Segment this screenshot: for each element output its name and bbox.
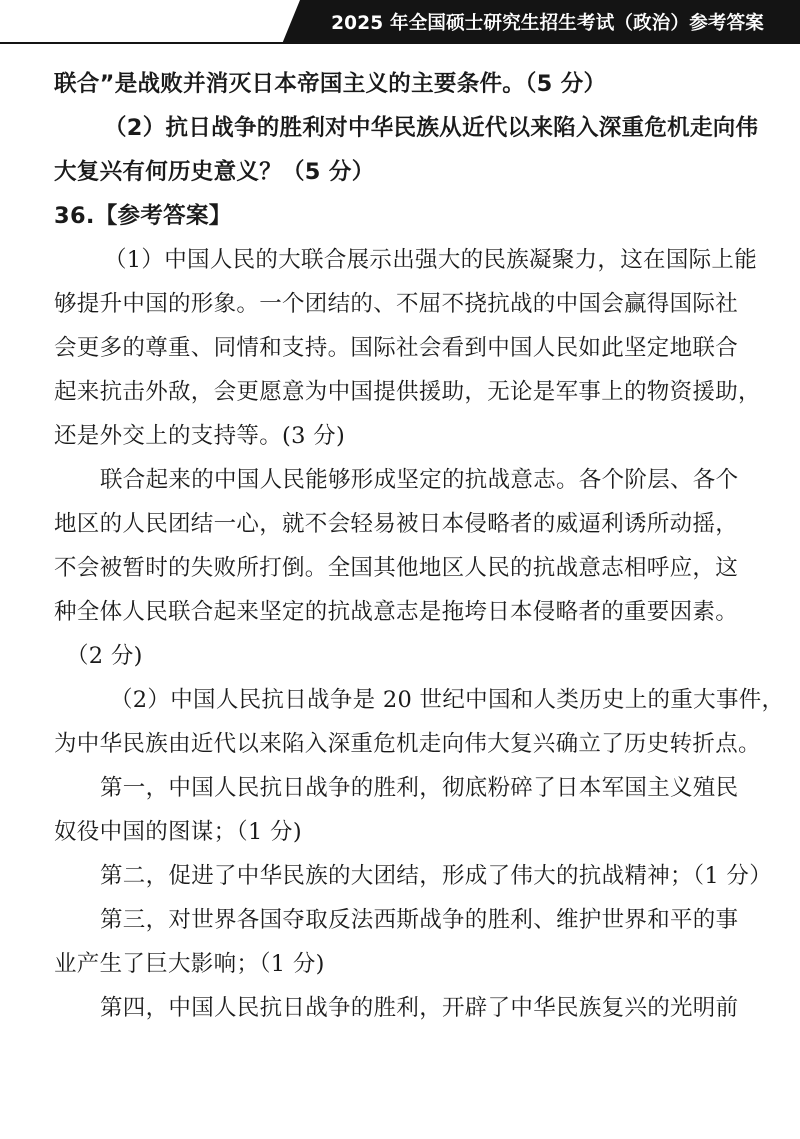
header-title: 2025 年全国硕士研究生招生考试（政治）参考答案 [331,13,764,34]
answer-line-3: 会更多的尊重、同情和支持。国际社会看到中国人民如此坚定地联合 [54,335,739,361]
answer-line-4: 起来抗击外敌，会更愿意为中国提供援助，无论是军事上的物资援助， [54,379,761,405]
question-line-2: （2）抗日战争的胜利对中华民族从近代以来陷入深重危机走向伟 [104,115,759,141]
answer-line-10: （2 分) [66,643,143,669]
answer-line-13: 第一，中国人民抗日战争的胜利，彻底粉碎了日本军国主义殖民 [100,775,739,801]
question-line-3: 大复兴有何历史意义？（5 分） [54,159,375,185]
question-line-1: 联合”是战败并消灭日本帝国主义的主要条件。（5 分） [54,71,607,97]
answer-line-16: 第三，对世界各国夺取反法西斯战争的胜利、维护世界和平的事 [100,907,739,933]
answer-line-11: （2）中国人民抗日战争是 20 世纪中国和人类历史上的重大事件， [110,687,785,713]
answer-line-17: 业产生了巨大影响；（1 分) [54,951,325,977]
answer-line-18: 第四，中国人民抗日战争的胜利，开辟了中华民族复兴的光明前 [100,995,739,1021]
header-band [0,0,800,44]
answer-line-15: 第二，促进了中华民族的大团结，形成了伟大的抗战精神；（1 分） [100,863,773,889]
answer-line-6: 联合起来的中国人民能够形成坚定的抗战意志。各个阶层、各个 [100,467,739,493]
answer-line-12: 为中华民族由近代以来陷入深重危机走向伟大复兴确立了历史转折点。 [54,731,761,757]
document-body [54,62,785,1030]
answer-line-8: 不会被暂时的失败所打倒。全国其他地区人民的抗战意志相呼应，这 [54,555,739,581]
answer-line-1: （1）中国人民的大联合展示出强大的民族凝聚力，这在国际上能 [104,247,758,273]
answer-line-2: 够提升中国的形象。一个团结的、不屈不挠抗战的中国会赢得国际社 [54,291,739,317]
answer-heading: 36.【参考答案】 [54,203,232,229]
answer-line-14: 奴役中国的图谋；（1 分) [54,819,302,845]
answer-line-5: 还是外交上的支持等。(3 分) [54,423,346,449]
answer-line-7: 地区的人民团结一心，就不会轻易被日本侵略者的威逼利诱所动摇， [54,511,739,537]
answer-line-9: 种全体人民联合起来坚定的抗战意志是拖垮日本侵略者的重要因素。 [54,599,739,625]
